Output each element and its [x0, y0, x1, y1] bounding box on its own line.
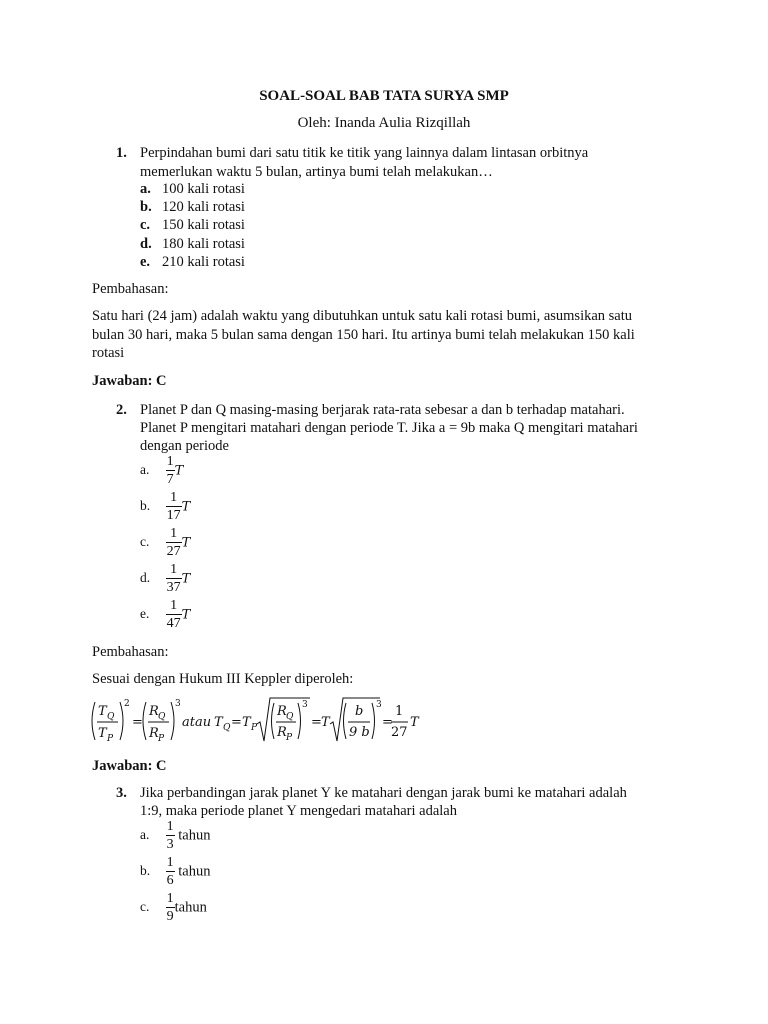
question-2-discussion-line1: Sesuai dengan Hukum III Keppler diperoleh: [92, 671, 354, 687]
formula-equals: = [231, 715, 242, 730]
question-2-option-a [140, 455, 183, 487]
question-1-discussion-line3: rotasi [92, 345, 125, 361]
option-fraction [166, 527, 182, 559]
fraction-numerator: 1 [166, 891, 174, 906]
formula-R-numerator: R [149, 704, 159, 719]
option-text: 180 kali rotasi [162, 236, 245, 252]
formula-exponent-3: 3 [175, 699, 181, 709]
option-variable: T [174, 463, 184, 479]
question-2-option-d [140, 563, 190, 595]
question-3-option-a [140, 820, 210, 852]
option-text: 100 kali rotasi [162, 181, 245, 197]
formula-equals: = [132, 715, 143, 730]
question-2-number: 2. [116, 402, 127, 418]
option-fraction [166, 491, 182, 523]
option-text: 120 kali rotasi [162, 199, 245, 215]
option-letter: b. [140, 199, 152, 215]
option-unit: tahun [178, 863, 211, 880]
fraction-denominator: 17 [166, 508, 181, 523]
option-letter: a. [140, 181, 151, 197]
question-2-option-e [140, 599, 190, 631]
option-unit: tahun [174, 899, 207, 916]
fraction-denominator: 9 [166, 909, 174, 924]
question-1-discussion-label: Pembahasan: [92, 281, 169, 297]
option-variable: T [181, 535, 191, 551]
question-3-text-line2: 1:9, maka periode planet Y mengedari matahari adalah [140, 803, 457, 819]
option-fraction [166, 892, 175, 924]
question-1-discussion-line2: bulan 30 hari, maka 5 bulan sama dengan 150 hari. Itu artinya bumi telah melakukan 150 kali [92, 327, 635, 343]
option-text: 150 kali rotasi [162, 217, 245, 233]
option-letter: c. [140, 534, 150, 550]
document-title: SOAL-SOAL BAB TATA SURYA SMP [259, 88, 509, 104]
formula-T-numerator: T [98, 704, 107, 719]
formula-exponent-2: 2 [124, 699, 130, 709]
option-variable: T [181, 607, 191, 623]
formula-T: T [321, 715, 330, 730]
question-1-option-a [140, 180, 245, 199]
formula-sub-Q: Q [223, 723, 231, 733]
question-2-text-line3: dengan periode [140, 438, 229, 454]
formula-result-denominator: 27 [391, 725, 408, 740]
formula-sub-Q: Q [158, 712, 166, 722]
option-letter: e. [140, 606, 150, 622]
formula-sub-P: P [286, 733, 293, 743]
question-2-option-b [140, 491, 190, 523]
option-fraction [166, 455, 175, 487]
question-1-text-line1: Perpindahan bumi dari satu titik ke titik yang lainnya dalam lintasan orbitnya [140, 145, 589, 161]
formula-equals: = [311, 715, 322, 730]
question-3-option-c [140, 892, 207, 924]
fraction-denominator: 3 [166, 837, 174, 852]
question-1-number: 1. [116, 145, 127, 161]
option-letter: b. [140, 498, 151, 514]
option-letter: b. [140, 863, 151, 879]
formula-T: T [410, 715, 419, 730]
fraction-numerator: 1 [170, 526, 178, 541]
question-2-text-line1: Planet P dan Q masing-masing berjarak rata-rata sebesar a dan b terhadap matahari. [140, 402, 625, 418]
option-letter: d. [140, 570, 151, 586]
fraction-numerator: 1 [170, 490, 178, 505]
formula-R-denominator: R [277, 725, 287, 740]
fraction-denominator: 7 [166, 472, 174, 487]
formula-sub-P: P [158, 734, 165, 744]
formula-result-numerator: 1 [395, 704, 404, 719]
fraction-numerator: 1 [170, 562, 178, 577]
formula-T: T [242, 715, 251, 730]
formula-sub-P: P [251, 723, 258, 733]
option-variable: T [181, 499, 191, 515]
kepler-formula [88, 696, 428, 746]
formula-T: T [214, 715, 223, 730]
fraction-numerator: 1 [166, 855, 174, 870]
document-author: Oleh: Inanda Aulia Rizqillah [297, 115, 471, 131]
formula-exponent-3: 3 [302, 700, 308, 710]
question-3-number: 3. [116, 785, 127, 801]
fraction-numerator: 1 [166, 819, 174, 834]
formula-sub-Q: Q [107, 712, 115, 722]
question-1-answer: Jawaban: C [92, 373, 167, 389]
option-fraction [166, 563, 182, 595]
formula-sub-Q: Q [286, 712, 294, 722]
formula-equals: = [382, 715, 393, 730]
question-3-text-line1: Jika perbandingan jarak planet Y ke matahari dengan jarak bumi ke matahari adalah [140, 785, 627, 801]
formula-atau: atau [182, 715, 212, 730]
question-1-option-c [140, 216, 245, 235]
formula-b: b [355, 704, 364, 719]
question-1-option-b [140, 198, 245, 217]
option-letter: c. [140, 899, 150, 915]
question-1-discussion-line1: Satu hari (24 jam) adalah waktu yang dibutuhkan untuk satu kali rotasi bumi, asumsikan satu [92, 308, 633, 324]
question-3-option-b [140, 856, 210, 888]
option-letter: a. [140, 462, 150, 478]
question-2-discussion-label: Pembahasan: [92, 644, 169, 660]
question-2-option-c [140, 527, 190, 559]
question-1-option-e [140, 253, 245, 272]
option-variable: T [181, 571, 191, 587]
option-fraction [166, 856, 175, 888]
formula-sub-P: P [107, 734, 114, 744]
option-unit: tahun [178, 827, 211, 844]
option-fraction [166, 599, 182, 631]
question-1-text-line2: memerlukan waktu 5 bulan, artinya bumi telah melakukan… [140, 164, 493, 180]
fraction-denominator: 47 [166, 616, 181, 631]
formula-R-numerator: R [277, 704, 287, 719]
option-letter: e. [140, 254, 151, 270]
formula-R-denominator: R [149, 726, 159, 741]
question-2-text-line2: Planet P mengitari matahari dengan periode T. Jika a = 9b maka Q mengitari matahari [140, 420, 638, 436]
option-text: 210 kali rotasi [162, 254, 245, 270]
option-letter: d. [140, 236, 152, 252]
option-letter: a. [140, 827, 150, 843]
option-fraction [166, 820, 175, 852]
formula-9b: 9 b [349, 725, 370, 740]
fraction-denominator: 6 [166, 873, 174, 888]
fraction-numerator: 1 [166, 454, 174, 469]
formula-exponent-3: 3 [376, 700, 382, 710]
fraction-numerator: 1 [170, 598, 178, 613]
fraction-denominator: 37 [166, 580, 181, 595]
question-1-option-d [140, 235, 245, 254]
option-letter: c. [140, 217, 151, 233]
formula-T-denominator: T [98, 726, 107, 741]
fraction-denominator: 27 [166, 544, 181, 559]
question-2-answer: Jawaban: C [92, 758, 167, 774]
